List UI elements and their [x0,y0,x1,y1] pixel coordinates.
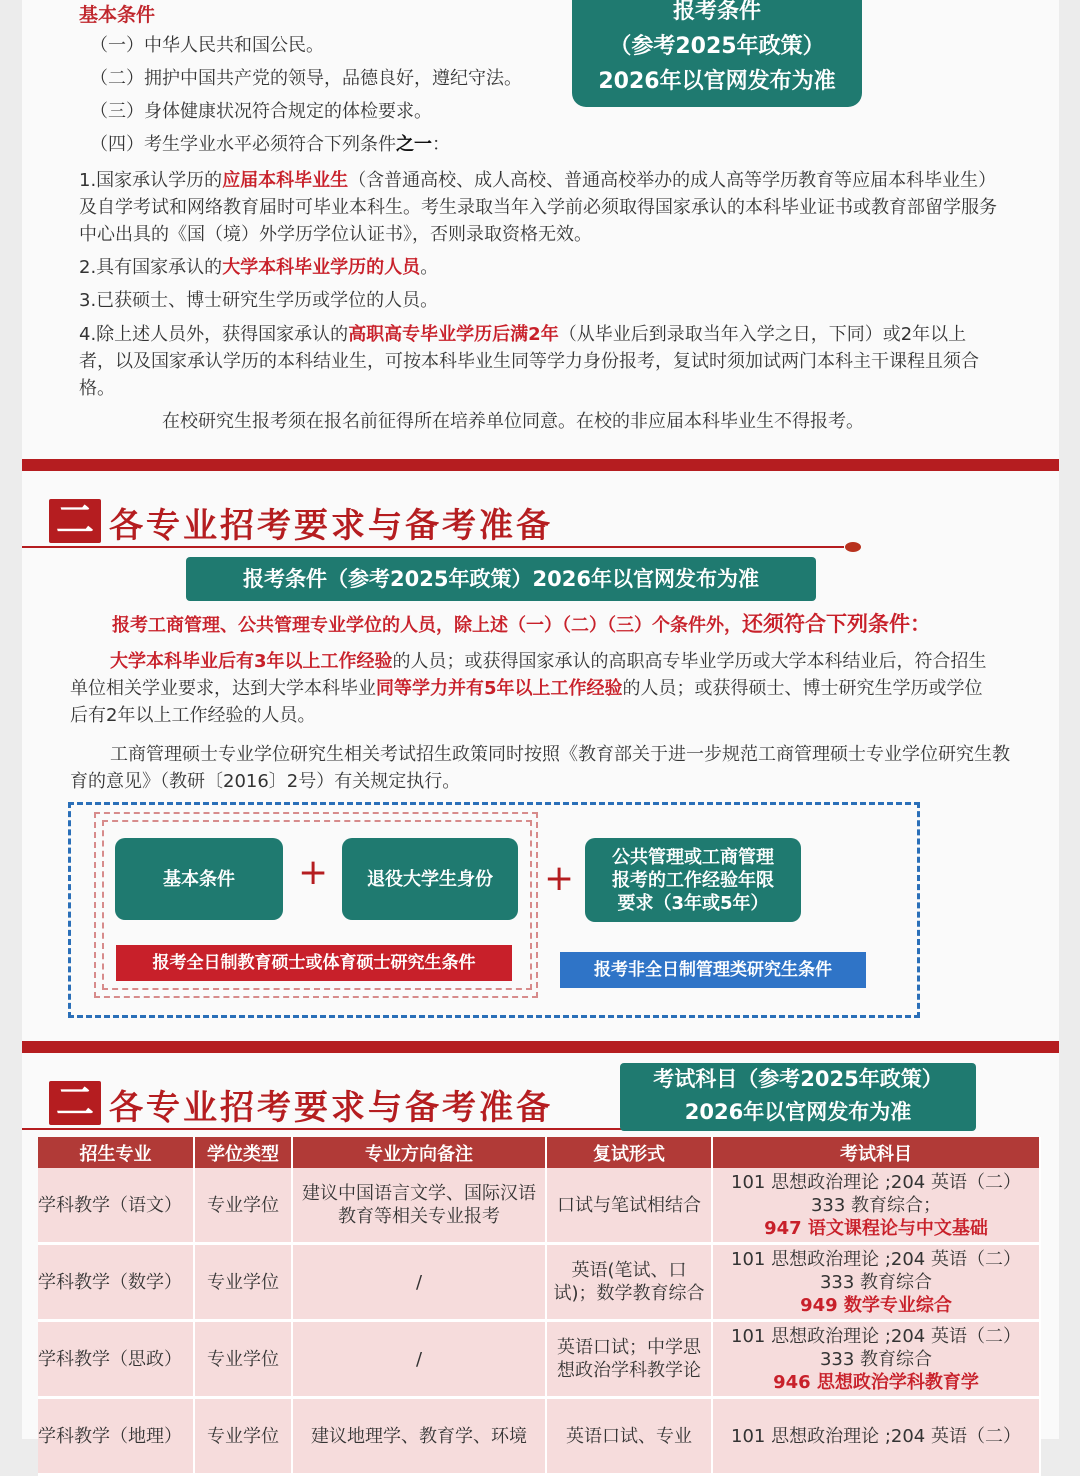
policy-badge-top [572,0,862,107]
in-school-note: 在校研究生报考须在报名前征得所在培养单位同意。在校的非应届本科毕业生不得报考。 [162,411,864,432]
condition-item-4 [90,131,450,158]
header-exam-subjects: 考试科目 [712,1137,1040,1168]
exam-badge-line-2: 2026年以官网发布为准 [684,1100,912,1124]
subject-line-1: 101 思想政治理论 ;204 英语（二） [731,1171,1021,1193]
condition-item-2: （二）拥护中国共产党的领导，品德良好，遵纪守法。 [90,68,522,89]
cell-exam-subjects [712,1168,1040,1244]
node-work-experience: 公共管理或工商管理报考的工作经验年限要求（3年或5年） [585,838,801,922]
cell-retest-format: 英语口试、专业 [546,1398,712,1475]
table-row [38,1398,1040,1475]
subject-line-1: 101 思想政治理论 ;204 英语（二） [731,1248,1021,1270]
header-major: 招生专业 [38,1137,194,1168]
policy-badge-line-3: 2026年以官网发布为准 [598,69,836,94]
section-number-2: 二 [49,1081,101,1125]
cell-major: 学科教学（数学） [38,1244,194,1321]
cell-degree-type: 专业学位 [194,1398,292,1475]
condition-item-1: （一）中华人民共和国公民。 [90,35,324,56]
section-number: 二 [49,499,101,543]
subject-line-2: 333 教育综合 [819,1348,933,1370]
node-veteran-status: 退役大学生身份 [342,838,518,920]
subject-line-special: 949 数学专业综合 [800,1294,952,1316]
cell-major: 学科教学（语文） [38,1168,194,1244]
section-divider-2 [22,1041,1059,1053]
subject-line-1: 101 思想政治理论 ;204 英语（二） [731,1325,1021,1347]
condition-4-highlight: 高职高专毕业学历后满2年 [348,324,559,345]
header-direction-note: 专业方向备注 [292,1137,546,1168]
cell-exam-subjects [712,1244,1040,1321]
cell-direction-note: 建议中国语言文学、国际汉语教育等相关专业报考 [292,1168,546,1244]
cell-direction-note: / [292,1244,546,1321]
subject-line-2: 333 教育综合； [810,1194,942,1216]
table-row [38,1168,1040,1244]
mba-policy-note: 工商管理硕士专业学位研究生相关考试招生政策同时按照《教育部关于进一步规范工商管理硕士专业学位研究生教育的意见》（教研〔2016〕2号）有关规定执行。 [70,744,1010,792]
mgmt-req-end: 的人员；或获得硕士、博士研究生学历或学位后有2年以上工作经验的人员。 [70,678,983,726]
policy-badge-line-1: 报考条件 [672,0,761,24]
cell-degree-type: 专业学位 [194,1244,292,1321]
basic-conditions-title: 基本条件 [79,4,156,26]
condition-2-lead: 2.具有国家承认的 [79,257,223,278]
table-row [38,1321,1040,1398]
cell-exam-subjects [712,1321,1040,1398]
subject-line-special: 947 语文课程论与中文基础 [764,1217,988,1239]
mgmt-req-highlight-2: 同等学力并有5年以上工作经验 [376,678,623,699]
mgmt-requirements [70,648,1000,729]
condition-2-highlight: 大学本科毕业学历的人员 [222,257,421,278]
section-title-underline [22,546,844,548]
condition-1-lead: 1.国家承认学历的 [79,170,223,191]
condition-4-body: （从毕业后到录取当年入学之日，下同）或2年以上者，以及国家承认学历的本科结业生，可按本科毕业生同等学力身份报考，复试时须加试两门本科主干课程且须合格。 [79,324,979,399]
cell-major: 学科教学（地理） [38,1398,194,1475]
mgmt-req-highlight-1: 大学本科毕业后有3年以上工作经验 [110,651,393,672]
node-basic-conditions: 基本条件 [115,838,283,920]
page [22,0,1059,1447]
condition-1-highlight: 应届本科毕业生 [222,170,349,191]
subject-line-2: 333 教育综合 [819,1271,933,1293]
condition-1-body: （含普通高校、成人高校、普通高校举办的成人高等学历教育等应届本科毕业生）及自学考试和网络教育届时可毕业本科生。考生录取当年入学前必须取得国家承认的本科毕业证书或教育部留学服务中心出具的《国（境）外学历学位认证书》，否则录取资格无效。 [79,170,997,245]
cell-degree-type: 专业学位 [194,1168,292,1244]
policy-pill: 报考条件（参考2025年政策）2026年以官网发布为准 [186,557,816,601]
header-degree-type: 学位类型 [194,1137,292,1168]
condition-item-3: （三）身体健康状况符合规定的体检要求。 [90,101,432,122]
exam-subjects-table [38,1137,1041,1476]
exam-subjects-badge [620,1063,976,1131]
mgmt-intro [112,611,931,639]
condition-3: 3.已获硕士、博士研究生学历或学位的人员。 [79,290,439,311]
cell-retest-format: 口试与笔试相结合 [546,1168,712,1244]
condition-item-4-colon: ： [432,134,450,155]
condition-4 [79,321,999,402]
mgmt-intro-emphasis: 还须符合下列条件： [742,612,931,636]
cell-retest-format: 英语(笔试、口试)；数学教育综合 [546,1244,712,1321]
underline-dot [845,542,861,552]
section-title-2: 各专业招考要求与备考准备 [109,1088,553,1128]
exam-badge-line-1: 考试科目（参考2025年政策） [653,1067,943,1091]
subject-line-special: 946 思想政治学科教育学 [773,1371,979,1393]
cell-major: 学科教学（思政） [38,1321,194,1398]
cell-retest-format: 英语口试；中学思想政治学科教学论 [546,1321,712,1398]
condition-item-4-emphasis: 之一 [396,134,432,155]
condition-2 [79,254,438,281]
section-divider [22,459,1059,471]
policy-badge-line-2: （参考2025年政策） [609,34,825,59]
section-title-underline-2 [22,1128,622,1130]
parttime-management-tag: 报考非全日制管理类研究生条件 [560,952,866,988]
section-title: 各专业招考要求与备考准备 [109,506,553,546]
subject-line-1: 101 思想政治理论 ;204 英语（二） [731,1425,1021,1447]
condition-4-lead: 4.除上述人员外，获得国家承认的 [79,324,349,345]
cell-direction-note: / [292,1321,546,1398]
condition-1 [79,167,999,248]
cell-exam-subjects [712,1398,1040,1475]
table-row [38,1244,1040,1321]
mgmt-intro-text: 报考工商管理、公共管理专业学位的人员，除上述（一）（二）（三）个条件外， [112,615,742,636]
cell-degree-type: 专业学位 [194,1321,292,1398]
cell-direction-note: 建议地理学、教育学、环境 [292,1398,546,1475]
mgmt-req-body: 的人员；或获得国家承认的高职高专毕业学历或大学本科结业后，符合招生单位相关学业要求，达到大学本科毕业 [70,651,987,699]
condition-item-4-text: （四）考生学业水平必须符合下列条件 [90,134,396,155]
condition-2-end: 。 [420,257,439,278]
header-retest-format: 复试形式 [546,1137,712,1168]
fulltime-education-tag: 报考全日制教育硕士或体育硕士研究生条件 [116,945,512,981]
plus-sign-2: + [544,858,575,899]
table-header-row [38,1137,1040,1168]
plus-sign-1: + [298,852,329,893]
